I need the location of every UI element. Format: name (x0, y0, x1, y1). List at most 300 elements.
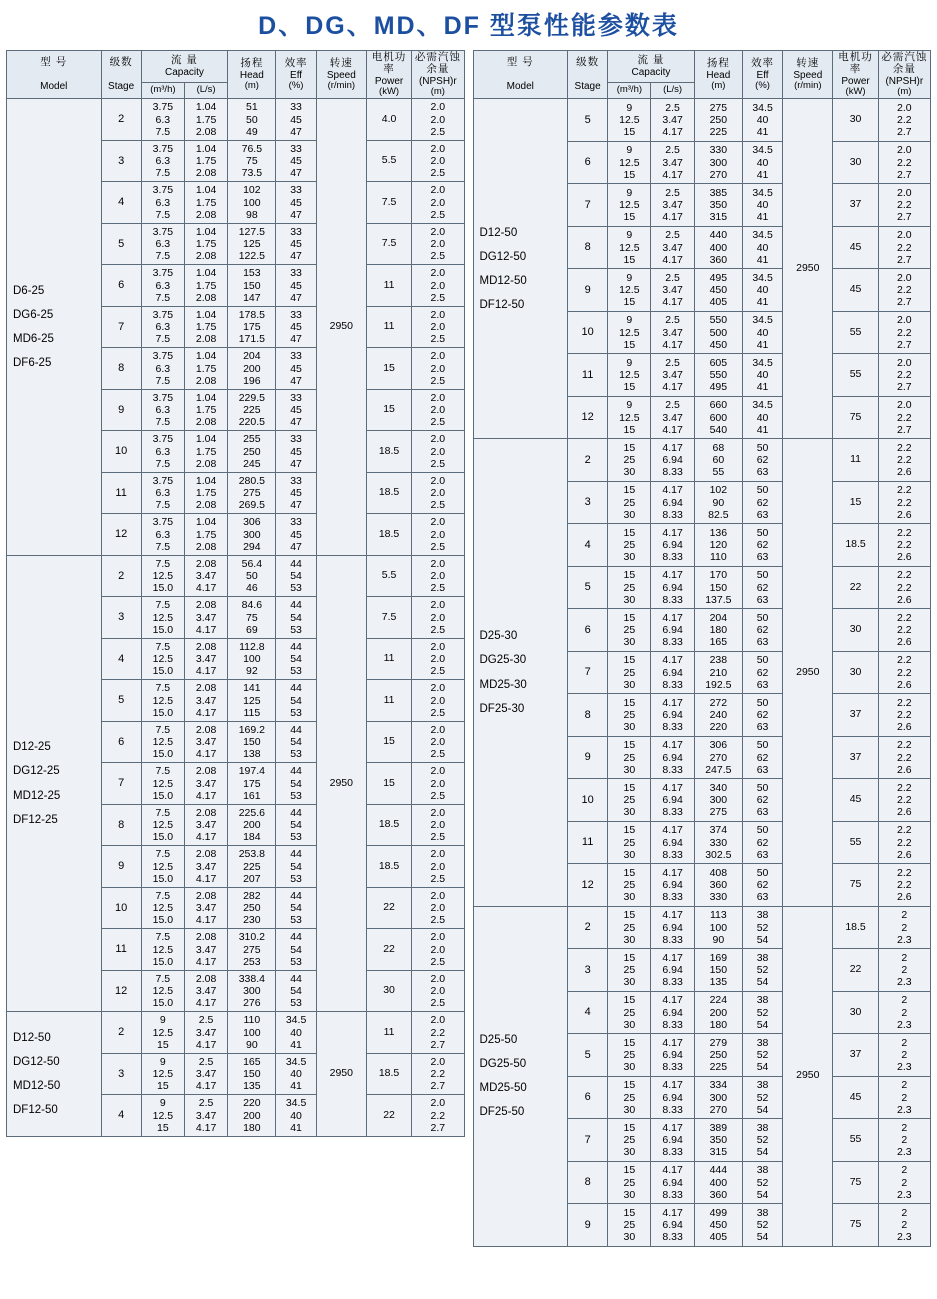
stage-cell: 6 (568, 141, 608, 184)
efficiency-cell: 50 62 63 (742, 566, 782, 609)
header-npsh: 必需汽蚀余量 (NPSH)r (m) (412, 51, 464, 99)
head-cell: 605 550 495 (694, 354, 742, 397)
head-cell: 279 250 225 (694, 1034, 742, 1077)
efficiency-cell: 44 54 53 (276, 638, 316, 680)
efficiency-cell: 33 45 47 (276, 348, 316, 390)
npsh-cell: 2 2 2.3 (878, 1161, 930, 1204)
head-cell: 338.4 300 276 (228, 970, 276, 1012)
capacity-ls-cell: 2.08 3.47 4.17 (184, 597, 227, 639)
capacity-m3h-cell: 3.75 6.3 7.5 (141, 348, 184, 390)
efficiency-cell: 44 54 53 (276, 721, 316, 763)
capacity-ls-cell: 4.17 6.94 8.33 (651, 1119, 694, 1162)
head-cell: 340 300 275 (694, 779, 742, 822)
head-cell: 169.2 150 138 (228, 721, 276, 763)
capacity-ls-cell: 2.5 3.47 4.17 (651, 396, 694, 439)
stage-cell: 3 (568, 949, 608, 992)
capacity-m3h-cell: 9 12.5 15 (141, 1012, 184, 1054)
efficiency-cell: 50 62 63 (742, 779, 782, 822)
table-row (7, 1012, 465, 1054)
stage-cell: 6 (568, 1076, 608, 1119)
npsh-cell: 2.0 2.0 2.5 (412, 763, 464, 805)
capacity-ls-cell: 2.08 3.47 4.17 (184, 555, 227, 597)
stage-cell: 9 (101, 389, 141, 431)
head-cell: 272 240 220 (694, 694, 742, 737)
capacity-m3h-cell: 15 25 30 (608, 1119, 651, 1162)
head-cell: 229.5 225 220.5 (228, 389, 276, 431)
power-cell: 30 (833, 609, 878, 652)
stage-cell: 10 (101, 887, 141, 929)
npsh-cell: 2.0 2.0 2.5 (412, 638, 464, 680)
head-cell: 141 125 115 (228, 680, 276, 722)
model-group-cell (7, 555, 102, 1012)
capacity-m3h-cell: 15 25 30 (608, 906, 651, 949)
stage-cell: 9 (568, 269, 608, 312)
efficiency-cell: 34.5 40 41 (276, 1095, 316, 1137)
capacity-ls-cell: 2.08 3.47 4.17 (184, 680, 227, 722)
power-cell: 5.5 (366, 140, 411, 182)
capacity-m3h-cell: 15 25 30 (608, 949, 651, 992)
npsh-cell: 2.0 2.2 2.7 (412, 1095, 464, 1137)
head-cell: 197.4 175 161 (228, 763, 276, 805)
capacity-ls-cell: 2.08 3.47 4.17 (184, 638, 227, 680)
stage-cell: 5 (568, 1034, 608, 1077)
efficiency-cell: 50 62 63 (742, 609, 782, 652)
model-name: D12-50 (479, 226, 518, 239)
power-cell: 18.5 (366, 431, 411, 473)
capacity-ls-cell: 2.5 3.47 4.17 (651, 141, 694, 184)
npsh-cell: 2.0 2.0 2.5 (412, 389, 464, 431)
model-name: DF12-50 (13, 1104, 58, 1117)
table-header-right (473, 51, 931, 99)
power-cell: 11 (833, 439, 878, 482)
capacity-ls-cell: 4.17 6.94 8.33 (651, 1034, 694, 1077)
head-cell: 178.5 175 171.5 (228, 306, 276, 348)
speed-cell: 2950 (783, 99, 833, 439)
efficiency-cell: 50 62 63 (742, 481, 782, 524)
model-name: D12-25 (13, 741, 51, 754)
head-cell: 275 250 225 (694, 99, 742, 142)
efficiency-cell: 34.5 40 41 (742, 354, 782, 397)
power-cell: 45 (833, 269, 878, 312)
head-cell: 204 180 165 (694, 609, 742, 652)
power-cell: 18.5 (366, 1053, 411, 1095)
speed-cell: 2950 (783, 439, 833, 907)
capacity-m3h-cell: 7.5 12.5 15.0 (141, 597, 184, 639)
head-cell: 68 60 55 (694, 439, 742, 482)
head-cell: 495 450 405 (694, 269, 742, 312)
pump-performance-table-right (473, 50, 932, 1247)
model-name: D25-50 (479, 1034, 518, 1047)
npsh-cell: 2 2 2.3 (878, 991, 930, 1034)
capacity-m3h-cell: 15 25 30 (608, 524, 651, 567)
tables-container (0, 50, 937, 1247)
capacity-ls-cell: 1.04 1.75 2.08 (184, 348, 227, 390)
model-name: DG25-30 (479, 654, 527, 667)
capacity-m3h-cell: 7.5 12.5 15.0 (141, 887, 184, 929)
head-cell: 112.8 100 92 (228, 638, 276, 680)
npsh-cell: 2 2 2.3 (878, 1034, 930, 1077)
stage-cell: 7 (568, 651, 608, 694)
model-name: DF6-25 (13, 357, 52, 370)
capacity-ls-cell: 1.04 1.75 2.08 (184, 140, 227, 182)
efficiency-cell: 38 52 54 (742, 1161, 782, 1204)
capacity-m3h-cell: 9 12.5 15 (608, 184, 651, 227)
stage-cell: 2 (568, 906, 608, 949)
capacity-m3h-cell: 3.75 6.3 7.5 (141, 431, 184, 473)
power-cell: 37 (833, 694, 878, 737)
head-cell: 660 600 540 (694, 396, 742, 439)
capacity-ls-cell: 2.5 3.47 4.17 (651, 99, 694, 142)
npsh-cell: 2.0 2.0 2.5 (412, 431, 464, 473)
capacity-m3h-cell: 3.75 6.3 7.5 (141, 472, 184, 514)
model-name: MD25-50 (479, 1082, 527, 1095)
head-cell: 389 350 315 (694, 1119, 742, 1162)
stage-cell: 6 (568, 609, 608, 652)
head-cell: 310.2 275 253 (228, 929, 276, 971)
header-npsh: 必需汽蚀余量 (NPSH)r (m) (878, 51, 930, 99)
efficiency-cell: 38 52 54 (742, 1076, 782, 1119)
capacity-m3h-cell: 15 25 30 (608, 481, 651, 524)
header-model: 型 号 Model (7, 51, 102, 99)
model-name: D6-25 (13, 284, 45, 297)
power-cell: 55 (833, 1119, 878, 1162)
capacity-m3h-cell: 15 25 30 (608, 439, 651, 482)
power-cell: 75 (833, 1161, 878, 1204)
power-cell: 55 (833, 821, 878, 864)
npsh-cell: 2.0 2.0 2.5 (412, 140, 464, 182)
npsh-cell: 2.0 2.0 2.5 (412, 223, 464, 265)
head-cell: 253.8 225 207 (228, 846, 276, 888)
capacity-m3h-cell: 7.5 12.5 15.0 (141, 763, 184, 805)
npsh-cell: 2.2 2.2 2.6 (878, 821, 930, 864)
model-group-cell (7, 99, 102, 556)
head-cell: 136 120 110 (694, 524, 742, 567)
stage-cell: 5 (568, 566, 608, 609)
stage-cell: 10 (568, 311, 608, 354)
stage-cell: 4 (101, 182, 141, 224)
capacity-m3h-cell: 15 25 30 (608, 864, 651, 907)
power-cell: 11 (366, 265, 411, 307)
efficiency-cell: 38 52 54 (742, 991, 782, 1034)
head-cell: 408 360 330 (694, 864, 742, 907)
npsh-cell: 2.2 2.2 2.6 (878, 779, 930, 822)
model-name: DG6-25 (13, 308, 54, 321)
capacity-m3h-cell: 3.75 6.3 7.5 (141, 223, 184, 265)
model-name: MD6-25 (13, 333, 54, 346)
stage-cell: 2 (568, 439, 608, 482)
efficiency-cell: 38 52 54 (742, 1204, 782, 1247)
efficiency-cell: 33 45 47 (276, 472, 316, 514)
efficiency-cell: 38 52 54 (742, 1119, 782, 1162)
npsh-cell: 2.2 2.2 2.6 (878, 864, 930, 907)
right-table-column (473, 50, 932, 1247)
power-cell: 45 (833, 226, 878, 269)
model-name: DF12-25 (13, 813, 58, 826)
capacity-ls-cell: 4.17 6.94 8.33 (651, 1161, 694, 1204)
capacity-ls-cell: 2.08 3.47 4.17 (184, 970, 227, 1012)
capacity-ls-cell: 1.04 1.75 2.08 (184, 265, 227, 307)
npsh-cell: 2.0 2.2 2.7 (878, 396, 930, 439)
npsh-cell: 2 2 2.3 (878, 1204, 930, 1247)
stage-cell: 11 (568, 821, 608, 864)
capacity-ls-cell: 2.5 3.47 4.17 (651, 311, 694, 354)
stage-cell: 3 (568, 481, 608, 524)
capacity-m3h-cell: 9 12.5 15 (608, 226, 651, 269)
stage-cell: 12 (568, 864, 608, 907)
power-cell: 22 (833, 949, 878, 992)
power-cell: 45 (833, 1076, 878, 1119)
head-cell: 102 100 98 (228, 182, 276, 224)
model-group-cell (473, 99, 568, 439)
capacity-m3h-cell: 7.5 12.5 15.0 (141, 638, 184, 680)
stage-cell: 7 (568, 1119, 608, 1162)
power-cell: 7.5 (366, 182, 411, 224)
header-speed: 转速 Speed (r/min) (316, 51, 366, 99)
power-cell: 15 (366, 763, 411, 805)
capacity-ls-cell: 2.08 3.47 4.17 (184, 804, 227, 846)
head-cell: 334 300 270 (694, 1076, 742, 1119)
npsh-cell: 2.0 2.0 2.5 (412, 846, 464, 888)
npsh-cell: 2.2 2.2 2.6 (878, 736, 930, 779)
efficiency-cell: 34.5 40 41 (742, 311, 782, 354)
model-name: MD25-30 (479, 678, 527, 691)
head-cell: 499 450 405 (694, 1204, 742, 1247)
model-name: DG25-50 (479, 1058, 527, 1071)
npsh-cell: 2.0 2.0 2.5 (412, 887, 464, 929)
power-cell: 75 (833, 1204, 878, 1247)
efficiency-cell: 33 45 47 (276, 389, 316, 431)
npsh-cell: 2.0 2.2 2.7 (878, 311, 930, 354)
capacity-m3h-cell: 15 25 30 (608, 1204, 651, 1247)
npsh-cell: 2.0 2.2 2.7 (878, 226, 930, 269)
stage-cell: 2 (101, 99, 141, 141)
capacity-m3h-cell: 3.75 6.3 7.5 (141, 514, 184, 556)
capacity-m3h-cell: 9 12.5 15 (608, 354, 651, 397)
header-model: 型 号 Model (473, 51, 568, 99)
speed-cell: 2950 (316, 555, 366, 1012)
head-cell: 440 400 360 (694, 226, 742, 269)
capacity-m3h-cell: 3.75 6.3 7.5 (141, 140, 184, 182)
efficiency-cell: 38 52 54 (742, 1034, 782, 1077)
npsh-cell: 2.2 2.2 2.6 (878, 439, 930, 482)
header-head: 扬程 Head (m) (228, 51, 276, 99)
speed-cell: 2950 (316, 99, 366, 556)
capacity-ls-cell: 4.17 6.94 8.33 (651, 864, 694, 907)
model-name: DG12-25 (13, 765, 60, 778)
power-cell: 15 (366, 721, 411, 763)
table-body-right (473, 99, 931, 1247)
capacity-m3h-cell: 15 25 30 (608, 609, 651, 652)
efficiency-cell: 33 45 47 (276, 223, 316, 265)
efficiency-cell: 33 45 47 (276, 265, 316, 307)
head-cell: 102 90 82.5 (694, 481, 742, 524)
npsh-cell: 2.2 2.2 2.6 (878, 651, 930, 694)
header-power: 电机功率 Power (kW) (833, 51, 878, 99)
head-cell: 238 210 192.5 (694, 651, 742, 694)
efficiency-cell: 34.5 40 41 (742, 99, 782, 142)
model-name: D25-30 (479, 630, 518, 643)
capacity-ls-cell: 4.17 6.94 8.33 (651, 439, 694, 482)
power-cell: 4.0 (366, 99, 411, 141)
capacity-ls-cell: 1.04 1.75 2.08 (184, 306, 227, 348)
stage-cell: 4 (568, 991, 608, 1034)
capacity-m3h-cell: 15 25 30 (608, 694, 651, 737)
npsh-cell: 2.0 2.0 2.5 (412, 348, 464, 390)
power-cell: 18.5 (366, 846, 411, 888)
capacity-ls-cell: 1.04 1.75 2.08 (184, 472, 227, 514)
head-cell: 550 500 450 (694, 311, 742, 354)
npsh-cell: 2.0 2.0 2.5 (412, 514, 464, 556)
stage-cell: 8 (101, 804, 141, 846)
efficiency-cell: 44 54 53 (276, 555, 316, 597)
head-cell: 56.4 50 46 (228, 555, 276, 597)
stage-cell: 4 (101, 638, 141, 680)
power-cell: 22 (833, 566, 878, 609)
head-cell: 165 150 135 (228, 1053, 276, 1095)
capacity-ls-cell: 2.08 3.47 4.17 (184, 887, 227, 929)
capacity-ls-cell: 4.17 6.94 8.33 (651, 991, 694, 1034)
capacity-m3h-cell: 3.75 6.3 7.5 (141, 306, 184, 348)
npsh-cell: 2.0 2.0 2.5 (412, 265, 464, 307)
npsh-cell: 2.0 2.0 2.5 (412, 555, 464, 597)
header-power: 电机功率 Power (kW) (366, 51, 411, 99)
efficiency-cell: 33 45 47 (276, 306, 316, 348)
power-cell: 11 (366, 638, 411, 680)
stage-cell: 2 (101, 555, 141, 597)
npsh-cell: 2.0 2.0 2.5 (412, 929, 464, 971)
model-group-cell (473, 439, 568, 907)
table-row (473, 99, 931, 142)
power-cell: 11 (366, 680, 411, 722)
efficiency-cell: 34.5 40 41 (742, 226, 782, 269)
stage-cell: 7 (568, 184, 608, 227)
capacity-ls-cell: 1.04 1.75 2.08 (184, 99, 227, 141)
capacity-m3h-cell: 9 12.5 15 (608, 396, 651, 439)
capacity-m3h-cell: 9 12.5 15 (608, 269, 651, 312)
npsh-cell: 2.0 2.2 2.7 (412, 1012, 464, 1054)
head-cell: 220 200 180 (228, 1095, 276, 1137)
npsh-cell: 2 2 2.3 (878, 1119, 930, 1162)
model-name: MD12-50 (13, 1080, 61, 1093)
npsh-cell: 2 2 2.3 (878, 949, 930, 992)
capacity-m3h-cell: 3.75 6.3 7.5 (141, 389, 184, 431)
efficiency-cell: 50 62 63 (742, 651, 782, 694)
efficiency-cell: 44 54 53 (276, 887, 316, 929)
capacity-ls-cell: 1.04 1.75 2.08 (184, 389, 227, 431)
stage-cell: 7 (101, 306, 141, 348)
capacity-m3h-cell: 15 25 30 (608, 651, 651, 694)
stage-cell: 5 (568, 99, 608, 142)
header-capacity-ls: (L/s) (184, 82, 227, 99)
stage-cell: 7 (101, 763, 141, 805)
efficiency-cell: 34.5 40 41 (742, 141, 782, 184)
capacity-ls-cell: 4.17 6.94 8.33 (651, 566, 694, 609)
power-cell: 18.5 (833, 524, 878, 567)
efficiency-cell: 34.5 40 41 (742, 396, 782, 439)
capacity-m3h-cell: 7.5 12.5 15.0 (141, 804, 184, 846)
head-cell: 127.5 125 122.5 (228, 223, 276, 265)
capacity-ls-cell: 4.17 6.94 8.33 (651, 694, 694, 737)
power-cell: 18.5 (833, 906, 878, 949)
speed-cell: 2950 (783, 906, 833, 1246)
stage-cell: 3 (101, 597, 141, 639)
table-body-left (7, 99, 465, 1137)
power-cell: 15 (833, 481, 878, 524)
pump-performance-table-left (6, 50, 465, 1137)
power-cell: 5.5 (366, 555, 411, 597)
capacity-ls-cell: 1.04 1.75 2.08 (184, 182, 227, 224)
stage-cell: 9 (568, 736, 608, 779)
npsh-cell: 2.0 2.2 2.7 (412, 1053, 464, 1095)
power-cell: 22 (366, 929, 411, 971)
capacity-ls-cell: 4.17 6.94 8.33 (651, 1076, 694, 1119)
power-cell: 7.5 (366, 597, 411, 639)
header-capacity: 流 量 Capacity (608, 51, 694, 83)
head-cell: 76.5 75 73.5 (228, 140, 276, 182)
power-cell: 55 (833, 311, 878, 354)
power-cell: 22 (366, 887, 411, 929)
npsh-cell: 2.2 2.2 2.6 (878, 694, 930, 737)
model-group-cell (473, 906, 568, 1246)
head-cell: 444 400 360 (694, 1161, 742, 1204)
npsh-cell: 2 2 2.3 (878, 1076, 930, 1119)
header-stage: 级数 Stage (568, 51, 608, 99)
efficiency-cell: 50 62 63 (742, 736, 782, 779)
capacity-m3h-cell: 3.75 6.3 7.5 (141, 265, 184, 307)
power-cell: 11 (366, 306, 411, 348)
power-cell: 7.5 (366, 223, 411, 265)
capacity-m3h-cell: 9 12.5 15 (141, 1095, 184, 1137)
head-cell: 385 350 315 (694, 184, 742, 227)
table-row (473, 439, 931, 482)
power-cell: 18.5 (366, 804, 411, 846)
npsh-cell: 2.2 2.2 2.6 (878, 481, 930, 524)
capacity-ls-cell: 2.5 3.47 4.17 (651, 354, 694, 397)
capacity-m3h-cell: 15 25 30 (608, 1034, 651, 1077)
power-cell: 18.5 (366, 514, 411, 556)
power-cell: 37 (833, 736, 878, 779)
capacity-m3h-cell: 7.5 12.5 15.0 (141, 680, 184, 722)
power-cell: 30 (366, 970, 411, 1012)
stage-cell: 8 (101, 348, 141, 390)
npsh-cell: 2.0 2.2 2.7 (878, 99, 930, 142)
capacity-ls-cell: 4.17 6.94 8.33 (651, 821, 694, 864)
capacity-ls-cell: 2.08 3.47 4.17 (184, 721, 227, 763)
capacity-ls-cell: 2.5 3.47 4.17 (184, 1095, 227, 1137)
npsh-cell: 2.2 2.2 2.6 (878, 524, 930, 567)
capacity-m3h-cell: 3.75 6.3 7.5 (141, 99, 184, 141)
capacity-m3h-cell: 15 25 30 (608, 736, 651, 779)
efficiency-cell: 44 54 53 (276, 804, 316, 846)
header-stage: 级数 Stage (101, 51, 141, 99)
capacity-m3h-cell: 9 12.5 15 (608, 311, 651, 354)
capacity-m3h-cell: 7.5 12.5 15.0 (141, 846, 184, 888)
power-cell: 30 (833, 991, 878, 1034)
capacity-ls-cell: 1.04 1.75 2.08 (184, 223, 227, 265)
model-name: DF12-50 (479, 298, 525, 311)
head-cell: 153 150 147 (228, 265, 276, 307)
stage-cell: 9 (101, 846, 141, 888)
stage-cell: 8 (568, 694, 608, 737)
capacity-ls-cell: 4.17 6.94 8.33 (651, 524, 694, 567)
npsh-cell: 2.0 2.0 2.5 (412, 597, 464, 639)
efficiency-cell: 44 54 53 (276, 597, 316, 639)
model-group-cell (7, 1012, 102, 1137)
npsh-cell: 2.0 2.2 2.7 (878, 269, 930, 312)
header-capacity: 流 量 Capacity (141, 51, 227, 83)
head-cell: 306 270 247.5 (694, 736, 742, 779)
stage-cell: 3 (101, 140, 141, 182)
